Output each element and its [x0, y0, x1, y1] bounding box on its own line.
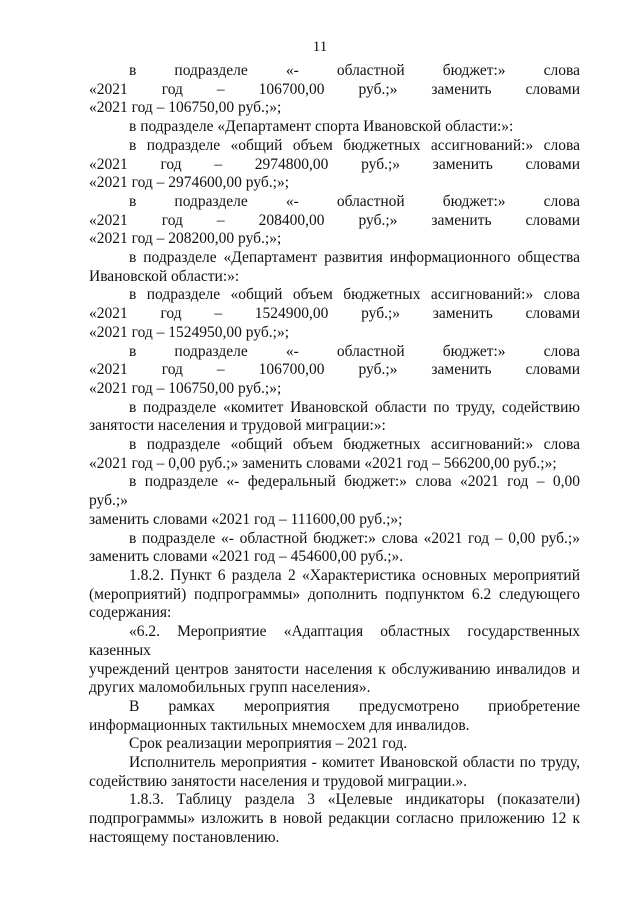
paragraph-line: в подразделе «общий объем бюджетных ассигнований:» слова — [129, 436, 580, 454]
paragraph-line: Исполнитель мероприятия - комитет Ивановской области по труду, — [129, 754, 580, 772]
paragraph-line: (мероприятий) подпрограммы» дополнить подпунктом 6.2 следующего — [89, 585, 580, 603]
paragraph-line: других маломобильных групп населения». — [89, 679, 371, 697]
paragraph-line: в подразделе «общий объем бюджетных ассигнований:» слова — [129, 136, 580, 154]
paragraph-line: информационных тактильных мнемосхем для инвалидов. — [89, 716, 470, 734]
paragraph-line: 1.8.2. Пункт 6 раздела 2 «Характеристика основных мероприятий — [129, 566, 580, 584]
paragraph-line: учреждений центров занятости населения к обслуживанию инвалидов и — [89, 660, 580, 678]
paragraph-line: Ивановской области:»: — [89, 267, 240, 285]
paragraph-line: в подразделе «Департамент спорта Ивановской области:»: — [129, 118, 514, 136]
paragraph-line: настоящему постановлению. — [89, 828, 280, 846]
paragraph-line: «2021 год – 106700,00 руб.;» заменить словами — [89, 80, 580, 98]
paragraph-line: подпрограммы» изложить в новой редакции согласно приложению 12 к — [89, 810, 580, 828]
paragraph-line: «2021 год – 2974600,00 руб.;»; — [89, 174, 290, 192]
paragraph-line: «2021 год – 106700,00 руб.;» заменить словами — [89, 361, 580, 379]
paragraph-line: «2021 год – 0,00 руб.;» заменить словами «2021 год – 566200,00 руб.;»; — [89, 454, 557, 472]
paragraph-line: в подразделе «- федеральный бюджет:» слова «2021 год – 0,00 руб.;» — [89, 473, 580, 510]
paragraph-line: в подразделе «- областной бюджет:» слова «2021 год – 0,00 руб.;» — [129, 529, 580, 547]
paragraph-line: «2021 год – 106750,00 руб.;»; — [89, 379, 282, 397]
paragraph-line: заменить словами «2021 год – 454600,00 руб.;». — [89, 548, 404, 566]
paragraph-line: занятости населения и трудовой миграции:»: — [89, 417, 386, 435]
paragraph-line: в подразделе «Департамент развития информационного общества — [129, 249, 580, 267]
page-number: 11 — [312, 39, 328, 55]
paragraph-line: содержания: — [89, 604, 172, 622]
paragraph-line: «2021 год – 1524950,00 руб.;»; — [89, 323, 290, 341]
paragraph-line: в подразделе «- областной бюджет:» слова — [129, 192, 580, 210]
paragraph-line: «2021 год – 208200,00 руб.;»; — [89, 230, 282, 248]
paragraph-line: «6.2. Мероприятие «Адаптация областных государственных казенных — [89, 623, 580, 659]
paragraph-line: «2021 год – 208400,00 руб.;» заменить словами — [89, 211, 580, 229]
paragraph-line: в подразделе «- областной бюджет:» слова — [129, 62, 580, 79]
paragraph-line: «2021 год – 1524900,00 руб.;» заменить словами — [89, 305, 580, 323]
document-body — [89, 62, 580, 848]
paragraph-line: в подразделе «комитет Ивановской области по труду, содействию — [129, 398, 580, 416]
paragraph-line: «2021 год – 106750,00 руб.;»; — [89, 99, 282, 117]
paragraph-line: «2021 год – 2974800,00 руб.;» заменить словами — [89, 155, 580, 173]
paragraph-line: содействию занятости населения и трудовой миграции.». — [89, 772, 467, 790]
paragraph-line: в подразделе «- областной бюджет:» слова — [129, 342, 580, 360]
paragraph-line: Срок реализации мероприятия – 2021 год. — [129, 735, 408, 753]
paragraph-line: В рамках мероприятия предусмотрено приобретение — [129, 697, 580, 715]
paragraph-line: заменить словами «2021 год – 111600,00 руб.;»; — [89, 510, 403, 528]
paragraph-line: 1.8.3. Таблицу раздела 3 «Целевые индикаторы (показатели) — [129, 791, 580, 809]
paragraph-line: в подразделе «общий объем бюджетных ассигнований:» слова — [129, 286, 580, 304]
